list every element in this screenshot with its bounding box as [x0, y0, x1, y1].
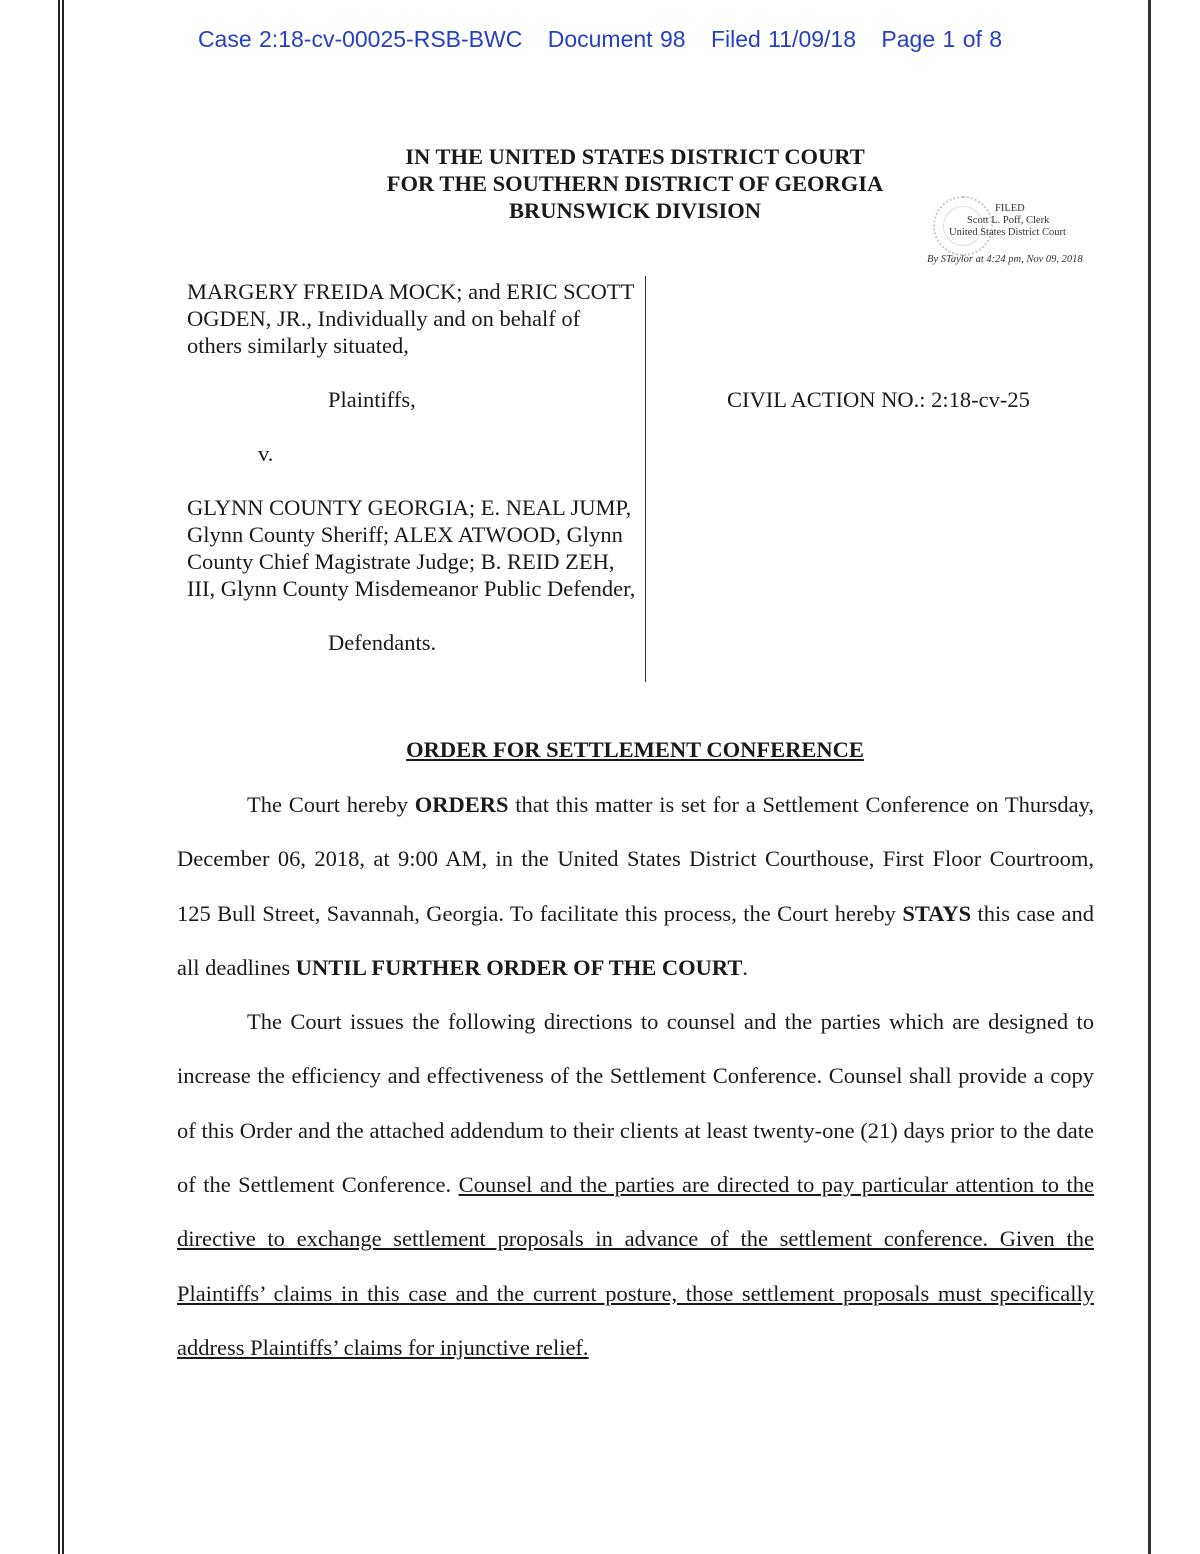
court-title-line1: IN THE UNITED STATES DISTRICT COURT — [405, 144, 865, 169]
orders-keyword: ORDERS — [414, 792, 509, 817]
filed-clerk: Scott L. Poff, Clerk — [967, 215, 1050, 226]
order-paragraph-1: The Court hereby ORDERS that this matter is set for a Settlement Conference on Thursday, December 06, 2018, at 9:00 AM, in the United States District Courthouse, First Floor Courtroom, 125 Bull Street, Savannah, Georgia. To facilitate this process, the Court hereby STAYS this case and all deadlines UNTIL FURTHER ORDER OF THE COURT. — [177, 792, 1094, 980]
underlined-directive: Counsel and the parties are directed to pay particular attention to the directive to exchange settlement proposals in advance of the settlement conference. Given the Plaintiffs’ claims in this case and the current posture, those settlement proposals must specifically address Plaintiffs’ claims for injunctive relief. — [177, 1172, 1094, 1360]
order-paragraph-2: The Court issues the following directions to counsel and the parties which are designed to increase the efficiency and effectiveness of the Settlement Conference. Counsel shall provide a copy of this Order and the attached addendum to their clients at least twenty-one (21) days prior to the date of the Settlement Conference. Counsel and the parties are directed to pay particular attention to the directive to exchange settlement proposals in advance of the settlement conference. Given the Plaintiffs’ claims in this case and the current posture, those settlement proposals must specifically address Plaintiffs’ claims for injunctive relief. — [177, 1009, 1094, 1360]
order-title: ORDER FOR SETTLEMENT CONFERENCE — [406, 737, 864, 762]
filed-label: FILED — [995, 203, 1025, 214]
stays-keyword: STAYS — [902, 900, 972, 926]
order-body — [177, 778, 1094, 1375]
filed-date: Filed 11/09/18 — [710, 26, 857, 52]
case-caption — [187, 278, 637, 656]
filed-by: By STaylor at 4:24 pm, Nov 09, 2018 — [927, 254, 1083, 265]
ecf-header-stamp — [0, 26, 1200, 53]
page-right-border — [1148, 0, 1151, 1554]
document-number: Document 98 — [547, 26, 686, 52]
plaintiffs-names: MARGERY FREIDA MOCK; and ERIC SCOTT OGDEN, JR., Individually and on behalf of others similarly situated, — [187, 279, 634, 358]
defendants-names: GLYNN COUNTY GEORGIA; E. NEAL JUMP, Glynn County Sheriff; ALEX ATWOOD, Glynn County Chief Magistrate Judge; B. REID ZEH, III, Glynn County Misdemeanor Public Defender, — [187, 495, 636, 601]
filed-stamp — [925, 196, 1115, 268]
page-number: Page 1 of 8 — [881, 26, 1003, 52]
defendants-label: Defendants. — [328, 630, 437, 655]
civil-action-number: CIVIL ACTION NO.: 2:18-cv-25 — [727, 387, 1030, 412]
court-title-line2: FOR THE SOUTHERN DISTRICT OF GEORGIA — [386, 171, 884, 196]
page-left-border — [58, 0, 64, 1554]
court-title-line3: BRUNSWICK DIVISION — [509, 198, 761, 223]
until-further-order: UNTIL FURTHER ORDER OF THE COURT — [295, 954, 743, 980]
plaintiffs-label: Plaintiffs, — [328, 387, 416, 412]
case-number: Case 2:18-cv-00025-RSB-BWC — [197, 26, 523, 52]
filed-court: United States District Court — [949, 227, 1066, 238]
caption-divider — [645, 276, 646, 682]
versus: v. — [258, 441, 274, 466]
